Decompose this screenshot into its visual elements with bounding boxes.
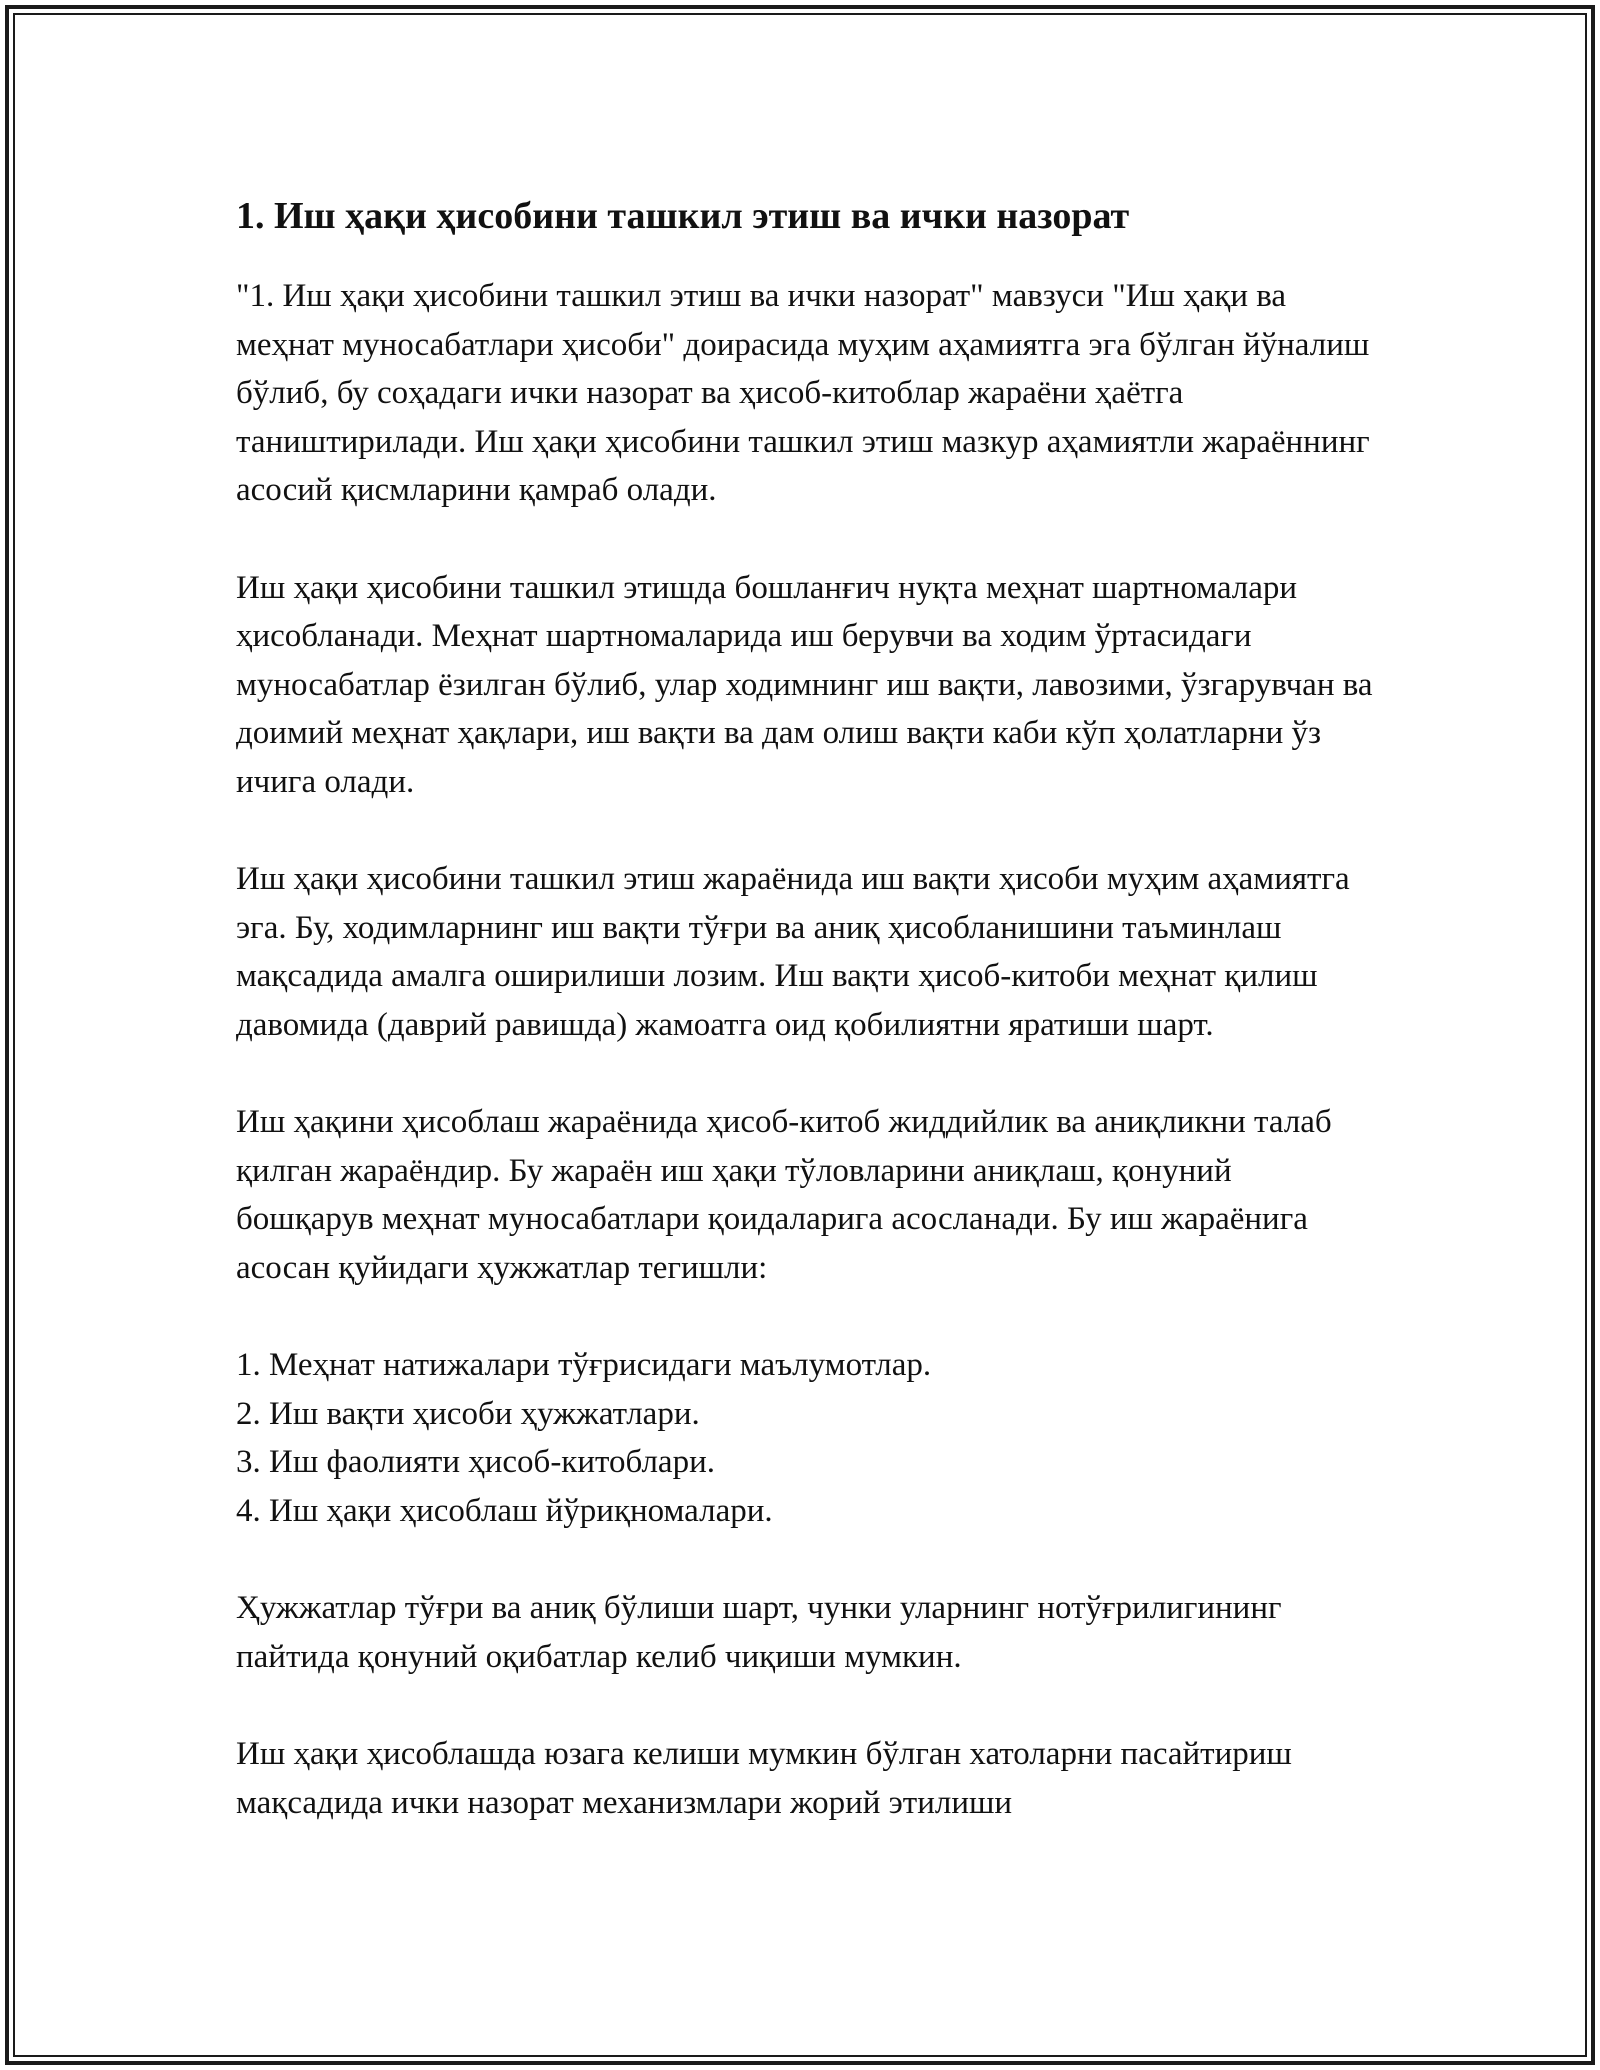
paragraph-contracts: Иш ҳақи ҳисобини ташкил этишда бошланғич нуқта меҳнат шартномалари ҳисобланади. Меҳнат шартномаларида иш берувчи ва ходим ўртасидаги муносабатлар ёзилган бўлиб, улар ходимнинг иш вақти, лавозими, ўзгарувчан ва доимий меҳнат ҳақлари, иш вақти ва дам олиш вақти каби кўп ҳолатларни ўз ичига олади. <box>236 569 1373 800</box>
paragraph-documents-accuracy: Ҳужжатлар тўғри ва аниқ бўлиши шарт, чунки уларнинг нотўғрилигининг пайтида қонуний оқибатлар келиб чиқиши мумкин. <box>236 1590 1282 1675</box>
list-item: 3. Иш фаолияти ҳисоб-китоблари. <box>236 1444 715 1480</box>
paragraph-internal-control: Иш ҳақи ҳисоблашда юзага келиши мумкин бўлган хатоларни пасайтириш мақсадида ички назорат механизмлари жорий этилиши <box>236 1736 1292 1821</box>
paragraph-work-time: Иш ҳақи ҳисобини ташкил этиш жараёнида иш вақти ҳисоби муҳим аҳамиятга эга. Бу, ходимларнинг иш вақти тўғри ва аниқ ҳисобланишини таъминлаш мақсадида амалга оширилиши лозим. Иш вақти ҳисоб-китоби меҳнат қилиш давомида (даврий равишда) жамоатга оид қобилиятни яратиши шарт. <box>236 861 1350 1043</box>
document-title: 1. Иш ҳақи ҳисобини ташкил этиш ва ички назорат <box>236 195 1130 237</box>
list-item: 4. Иш ҳақи ҳисоблаш йўриқномалари. <box>236 1492 773 1529</box>
documents-list <box>236 1341 1376 1535</box>
paragraph-intro: "1. Иш ҳақи ҳисобини ташкил этиш ва ички назорат" мавзуси "Иш ҳақи ва меҳнат муносабатлари ҳисоби" доирасида муҳим аҳамиятга эга бўлган йўналиш бўлиб, бу соҳадаги ички назорат ва ҳисоб-китоблар жараёни ҳаётга таништирилади. Иш ҳақи ҳисобини ташкил этиш мазкур аҳамиятли жараённинг асосий қисмларини қамраб олади. <box>236 278 1370 508</box>
list-item: 1. Меҳнат натижалари тўғрисидаги маълумотлар. <box>236 1347 932 1383</box>
document-body <box>236 188 1376 1876</box>
list-item: 2. Иш вақти ҳисоби ҳужжатлари. <box>236 1395 700 1432</box>
paragraph-calculation: Иш ҳақини ҳисоблаш жараёнида ҳисоб-китоб жиддийлик ва аниқликни талаб қилган жараёндир. Бу жараён иш ҳақи тўловларини аниқлаш, қонуний бошқарув меҳнат муносабатлари қоидаларига асосланади. Бу иш жараёнига асосан қуйидаги ҳужжатлар тегишли: <box>236 1104 1332 1286</box>
